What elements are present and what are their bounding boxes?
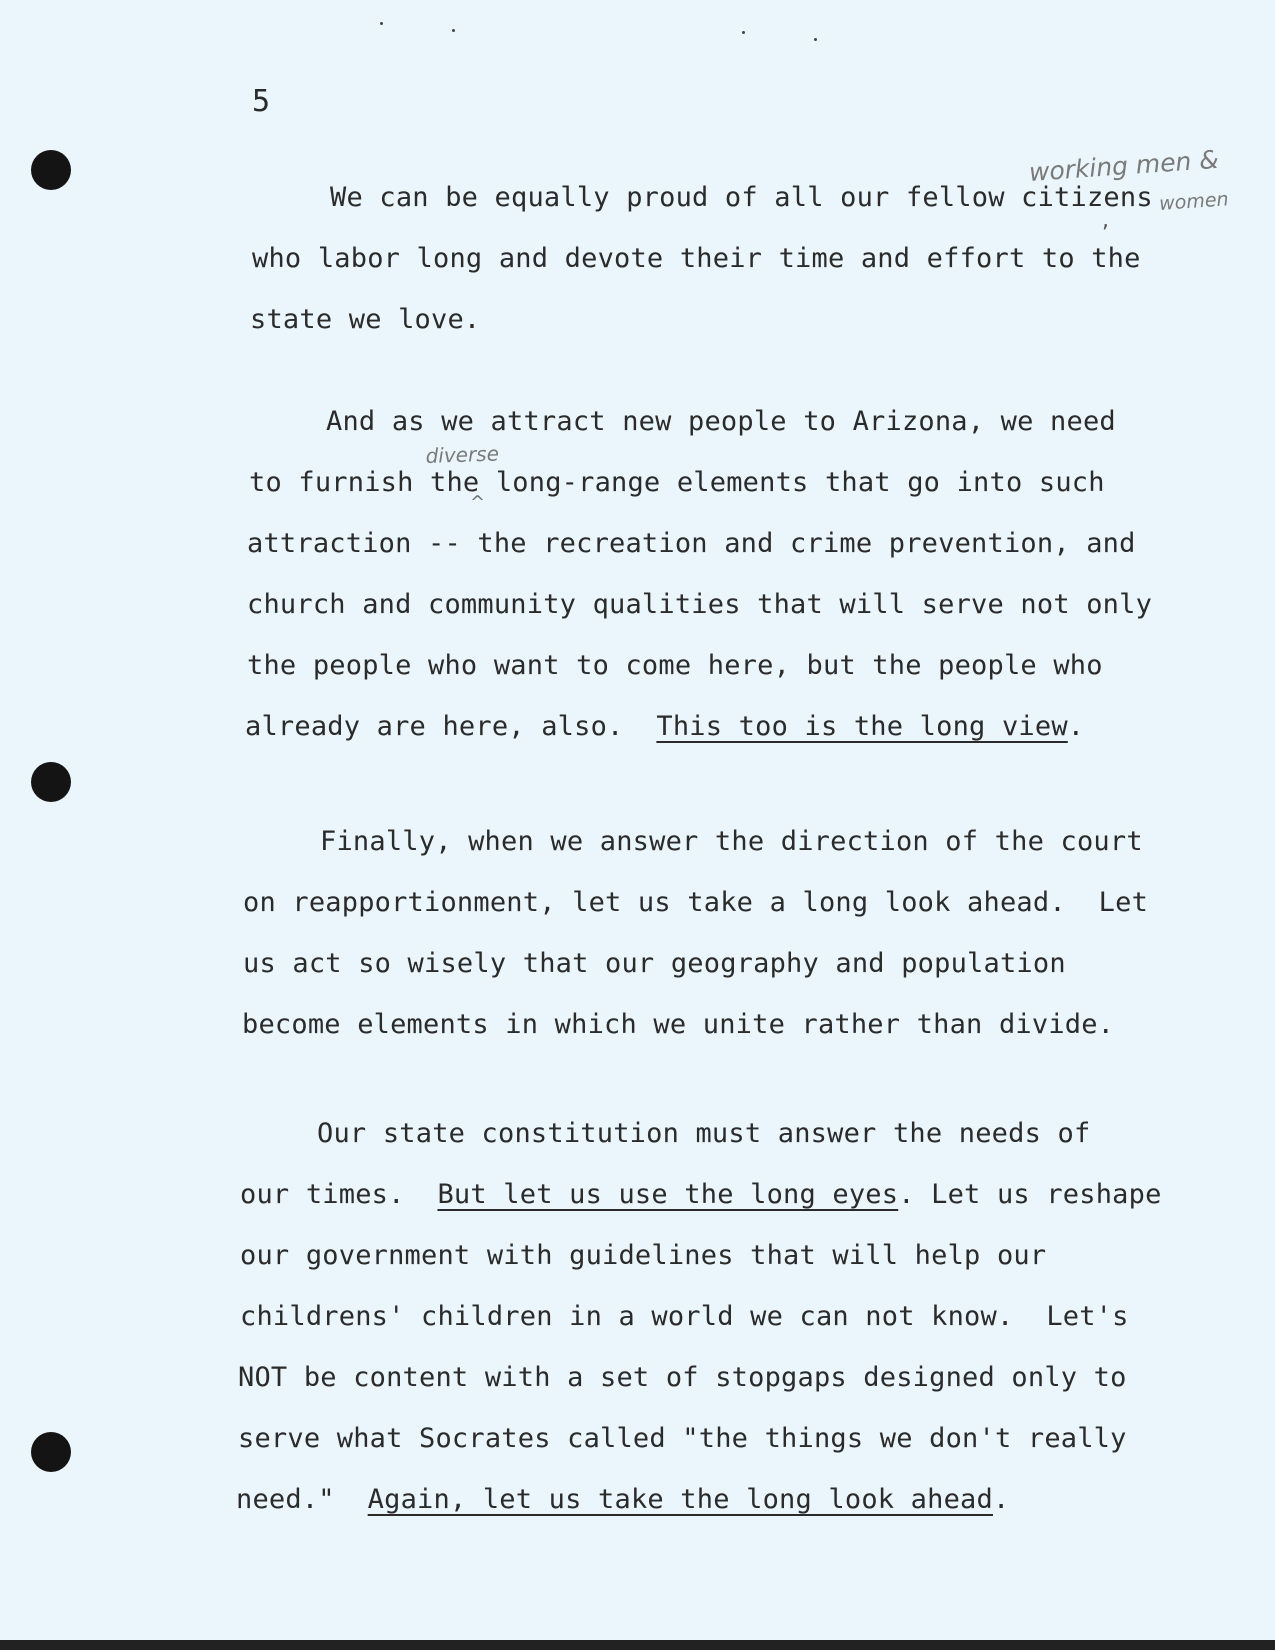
text-line: childrens' children in a world we can not know. Let's	[240, 1301, 1129, 1332]
paper-speck	[380, 22, 383, 25]
scan-bottom-edge	[0, 1640, 1275, 1650]
text-line: become elements in which we unite rather than divide.	[242, 1009, 1115, 1040]
underlined-phrase: But let us use the long eyes	[437, 1179, 899, 1210]
binder-hole-bottom	[31, 1432, 71, 1472]
paper-speck	[742, 31, 745, 34]
handwritten-annotation: women	[1158, 188, 1230, 215]
text-line: our times. But let us use the long eyes. Let us reshape	[240, 1179, 1162, 1210]
insertion-caret: ^	[470, 492, 486, 513]
page-number: 5	[252, 84, 271, 119]
text-line: church and community qualities that will serve not only	[247, 589, 1153, 620]
text-line: to furnish the long-range elements that go into such	[249, 467, 1105, 498]
text-line: need." Again, let us take the long look ahead.	[236, 1484, 1010, 1515]
text-line: on reapportionment, let us take a long look ahead. Let	[243, 887, 1149, 918]
paper-speck	[452, 29, 455, 32]
handwritten-comma: ,	[1102, 208, 1109, 233]
text-line: state we love.	[250, 304, 481, 335]
binder-hole-middle	[31, 762, 71, 802]
paper-speck	[814, 38, 817, 41]
text-line: our government with guidelines that will help our	[240, 1240, 1047, 1271]
text-line: We can be equally proud of all our fellow citizens	[330, 182, 1153, 213]
text-line: who labor long and devote their time and effort to the	[252, 243, 1141, 274]
text-line: Our state constitution must answer the needs of	[317, 1118, 1091, 1149]
underlined-phrase: Again, let us take the long look ahead	[367, 1484, 993, 1515]
underlined-phrase: This too is the long view	[656, 711, 1068, 742]
text-line: And as we attract new people to Arizona, we need	[326, 406, 1116, 437]
text-line: serve what Socrates called "the things we don't really	[238, 1423, 1127, 1454]
handwritten-insertion: diverse	[425, 441, 500, 468]
text-line: the people who want to come here, but the people who	[247, 650, 1103, 681]
binder-hole-top	[31, 150, 71, 190]
text-line: NOT be content with a set of stopgaps designed only to	[238, 1362, 1127, 1393]
handwritten-annotation: working men &	[1027, 144, 1220, 187]
text-line: attraction -- the recreation and crime prevention, and	[247, 528, 1136, 559]
text-line: Finally, when we answer the direction of the court	[320, 826, 1143, 857]
text-line: us act so wisely that our geography and population	[243, 948, 1066, 979]
text-line: already are here, also. This too is the long view.	[245, 711, 1085, 742]
